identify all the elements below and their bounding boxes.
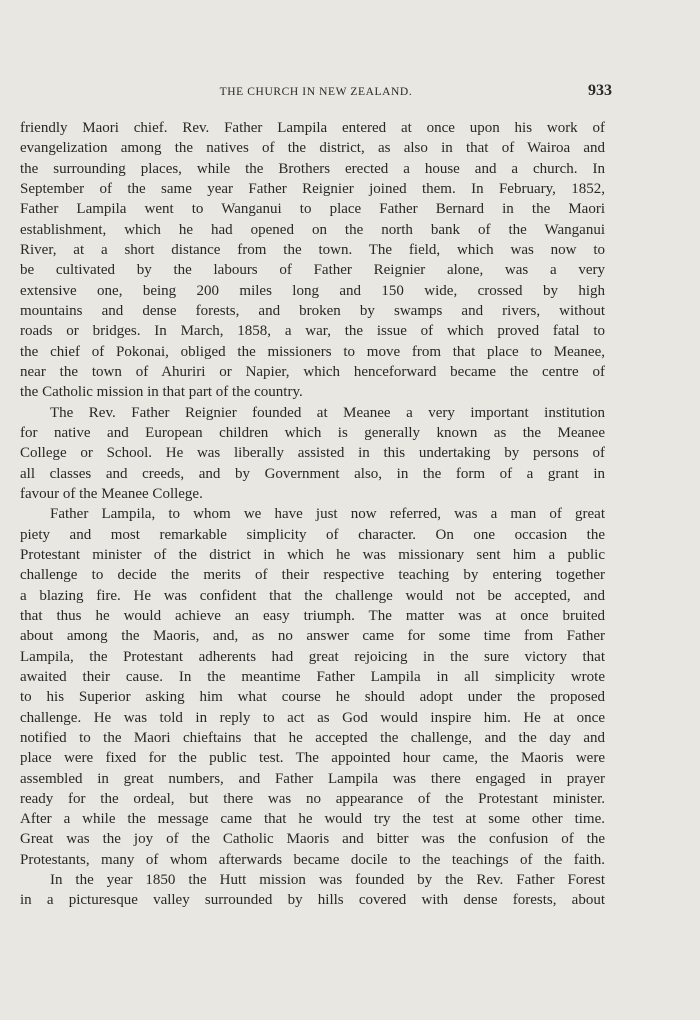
text-line: favour of the Meanee College. <box>20 485 203 502</box>
text-line: challenge to decide the merits of their respective teaching by entering together <box>20 567 605 584</box>
text-line: September of the same year Father Reignier joined them. In February, 1852, <box>20 180 605 197</box>
page-number: 933 <box>588 82 612 99</box>
text-line: roads or bridges. In March, 1858, a war, the issue of which proved fatal to <box>20 323 605 340</box>
text-line: notified to the Maori chieftains that he accepted the challenge, and the day and <box>20 729 605 746</box>
text-line: in a picturesque valley surrounded by hills covered with dense forests, about <box>20 892 605 909</box>
text-line: mountains and dense forests, and broken by swamps and rivers, without <box>20 302 605 319</box>
text-line: the chief of Pokonai, obliged the missioners to move from that place to Meanee, <box>20 343 605 360</box>
running-head: THE CHURCH IN NEW ZEALAND. <box>219 86 413 98</box>
text-line: establishment, which he had opened on the north bank of the Wanganui <box>20 221 605 238</box>
text-line: to his Superior asking him what course he should adopt under the proposed <box>20 689 605 706</box>
text-line: assembled in great numbers, and Father Lampila was there engaged in prayer <box>20 770 605 787</box>
text-line: Protestant minister of the district in which he was missionary sent him a public <box>20 546 605 563</box>
text-line: the surrounding places, while the Brothers erected a house and a church. In <box>20 160 605 177</box>
text-line: Great was the joy of the Catholic Maoris and bitter was the confusion of the <box>20 831 605 848</box>
text-line: College or School. He was liberally assisted in this undertaking by persons of <box>20 445 605 462</box>
text-line: that thus he would achieve an easy triumph. The matter was at once bruited <box>20 607 605 624</box>
text-line: Protestants, many of whom afterwards became docile to the teachings of the faith. <box>20 851 605 868</box>
text-line: a blazing fire. He was confident that the challenge would not be accepted, and <box>20 587 605 604</box>
text-line: about among the Maoris, and, as no answer came for some time from Father <box>20 628 605 645</box>
text-line: the Catholic mission in that part of the country. <box>20 384 303 401</box>
text-line: In the year 1850 the Hutt mission was founded by the Rev. Father Forest <box>50 872 605 889</box>
text-line: Lampila, the Protestant adherents had great rejoicing in the sure victory that <box>20 648 605 665</box>
text-line: friendly Maori chief. Rev. Father Lampila entered at once upon his work of <box>20 120 605 136</box>
text-line: awaited their cause. In the meantime Father Lampila in all simplicity wrote <box>20 668 605 685</box>
text-line: challenge. He was told in reply to act as God would inspire him. He at once <box>20 709 605 726</box>
text-line: ready for the ordeal, but there was no appearance of the Protestant minister. <box>20 790 605 807</box>
text-line: Father Lampila, to whom we have just now referred, was a man of great <box>50 506 605 523</box>
text-line: be cultivated by the labours of Father Reignier alone, was a very <box>20 262 605 279</box>
text-line: evangelization among the natives of the district, as also in that of Wairoa and <box>20 140 605 157</box>
text-line: piety and most remarkable simplicity of character. On one occasion the <box>20 526 605 543</box>
text-line: place were fixed for the public test. The appointed hour came, the Maoris were <box>20 750 605 767</box>
text-line: extensive one, being 200 miles long and 150 wide, crossed by high <box>20 282 605 299</box>
body-text <box>20 118 605 911</box>
text-line: The Rev. Father Reignier founded at Meanee a very important institution <box>50 404 605 421</box>
text-line: near the town of Ahuriri or Napier, which henceforward became the centre of <box>20 363 605 380</box>
text-line: River, at a short distance from the town. The field, which was now to <box>20 241 605 258</box>
text-line: for native and European children which is generally known as the Meanee <box>20 424 605 441</box>
text-line: After a while the message came that he would try the test at some other time. <box>20 811 605 828</box>
text-line: all classes and creeds, and by Government also, in the form of a grant in <box>20 465 605 482</box>
text-line: Father Lampila went to Wanganui to place Father Bernard in the Maori <box>20 201 605 218</box>
